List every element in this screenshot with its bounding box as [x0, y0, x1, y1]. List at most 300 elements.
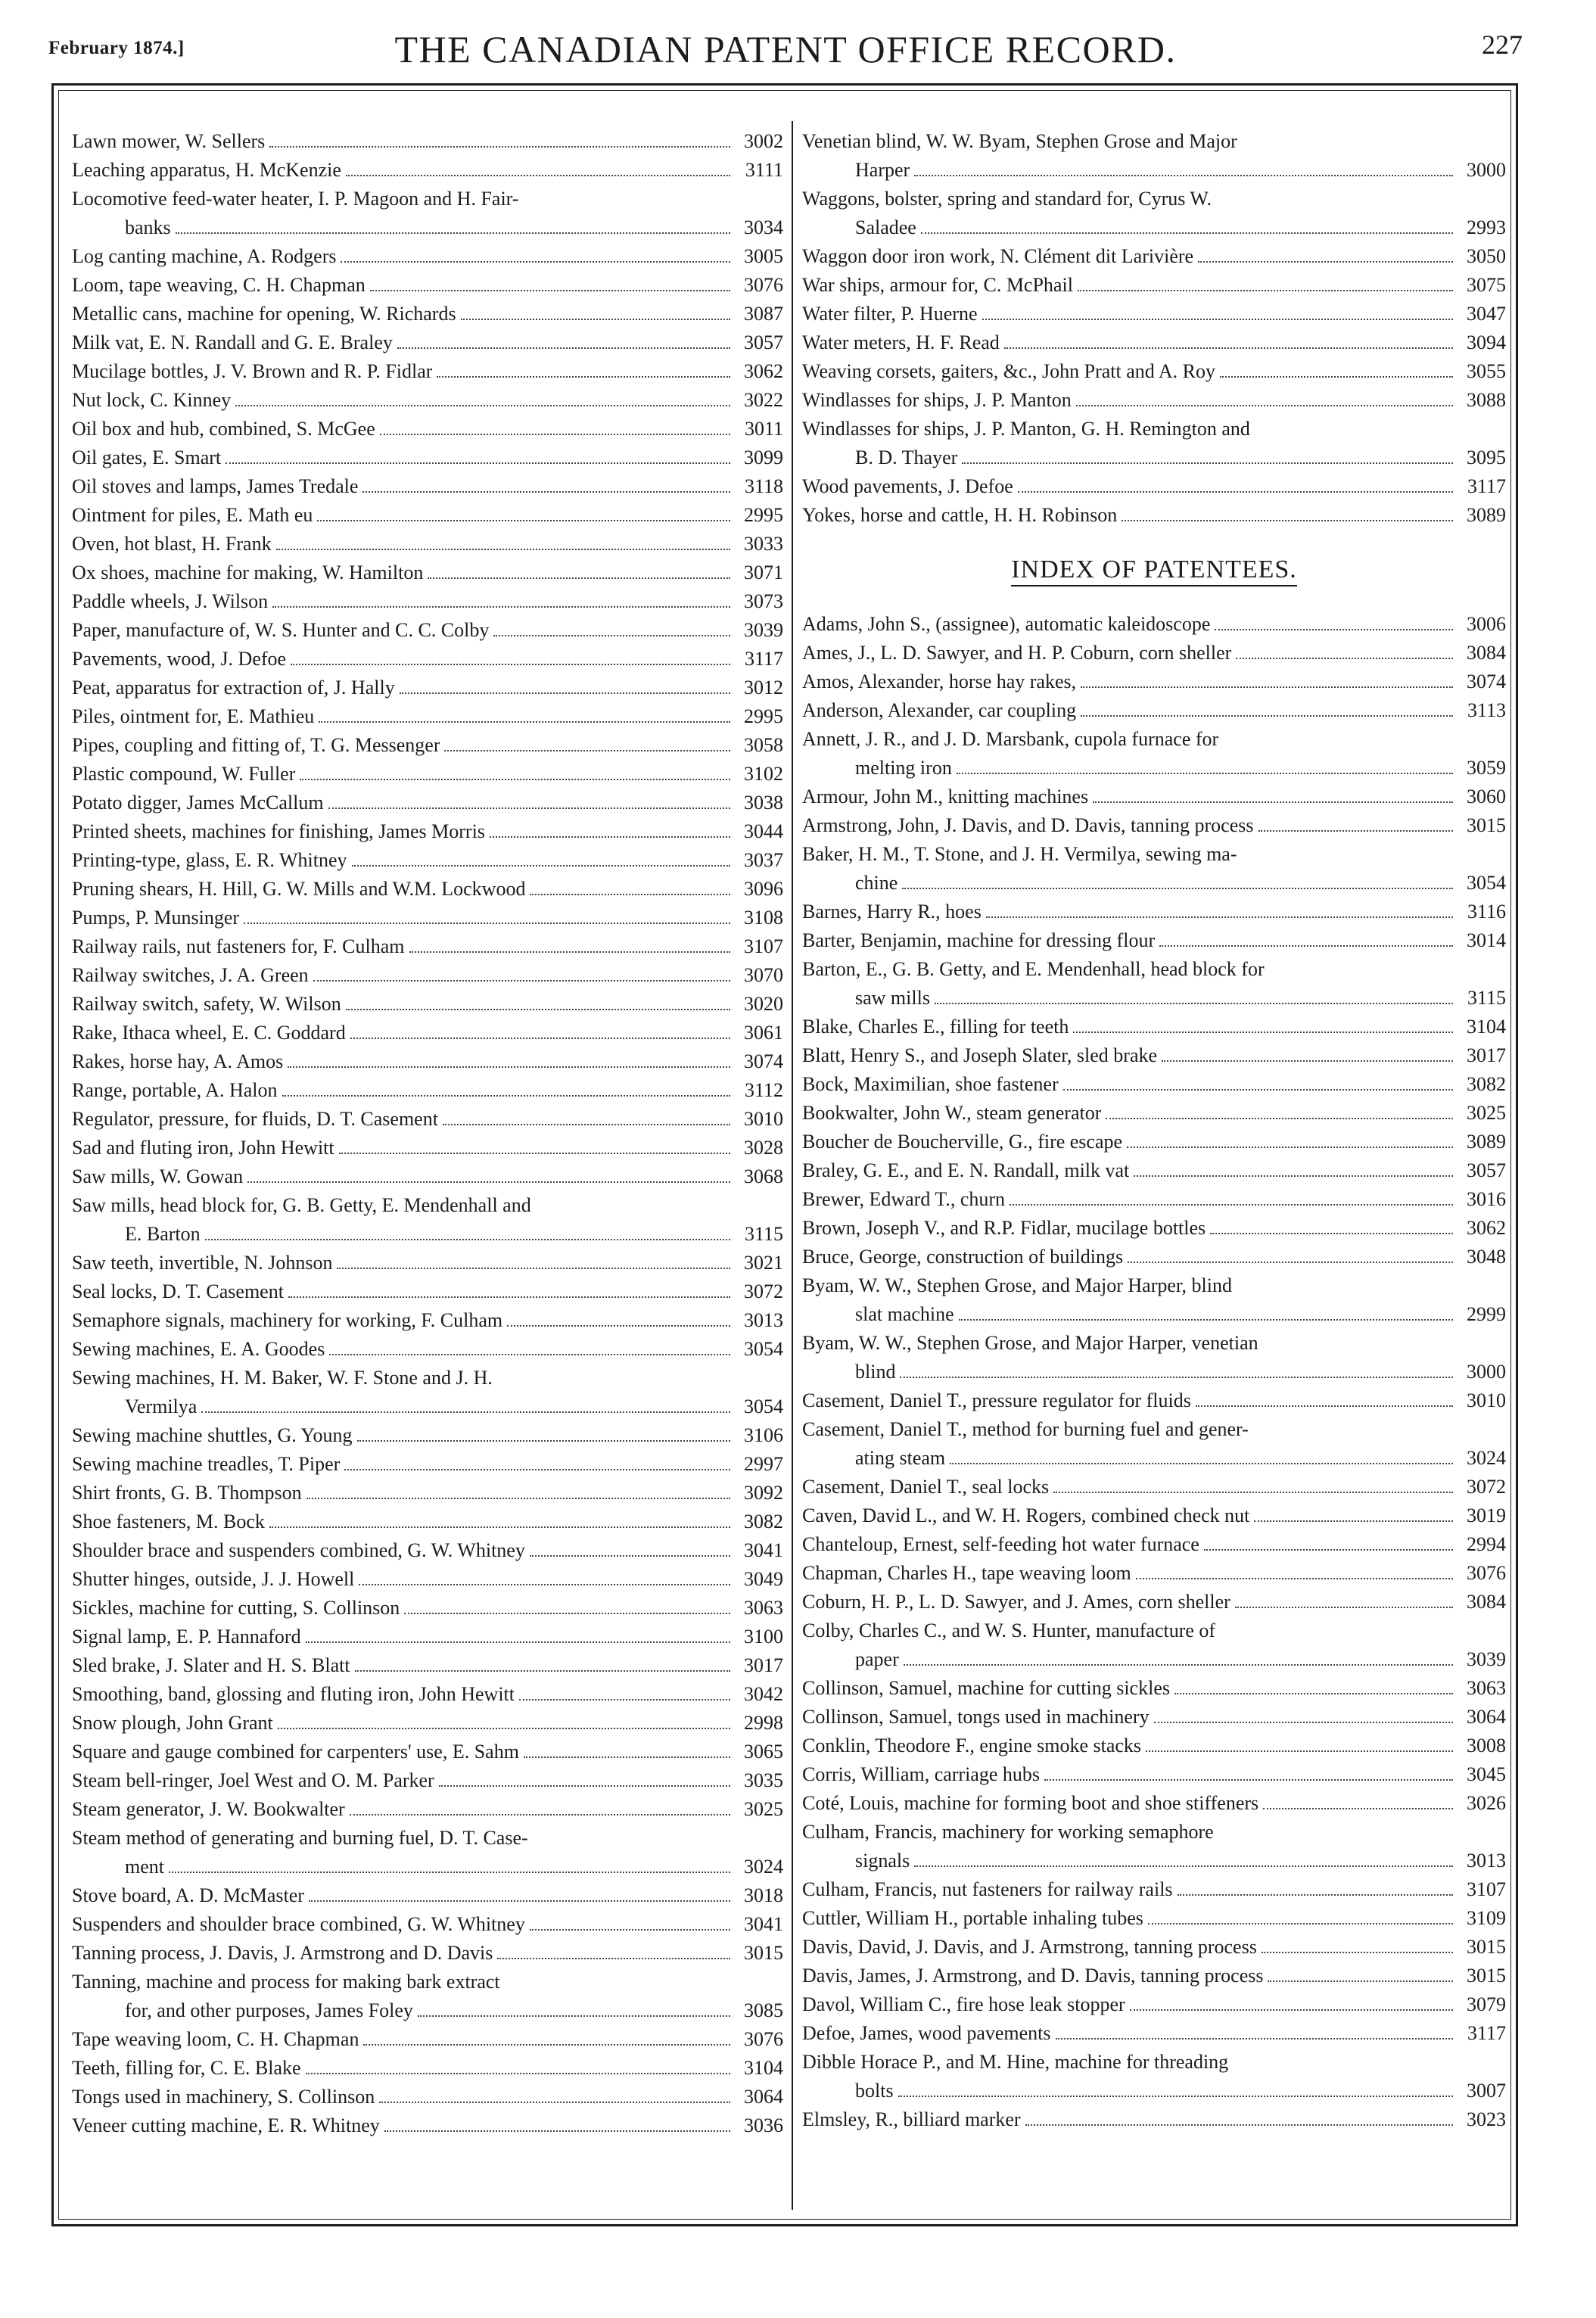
- entry-text: Yokes, horse and cattle, H. H. Robinson: [802, 504, 1118, 526]
- entry-text: Defoe, James, wood pavements: [802, 2022, 1051, 2044]
- entry-text: Casement, Daniel T., method for burning fuel and gener-: [802, 1418, 1249, 1440]
- entry-continuation: melting iron: [855, 757, 952, 779]
- index-entry: [72, 357, 783, 386]
- entry-text: Davis, David, J. Davis, and J. Armstrong, tanning process: [802, 1936, 1257, 1958]
- entry-text: Brewer, Edward T., churn: [802, 1188, 1006, 1210]
- index-entry: [802, 1214, 1506, 1243]
- entry-text: Tongs used in machinery, S. Collinson: [72, 2086, 375, 2108]
- dot-leader: [1130, 2009, 1453, 2011]
- index-entry: [72, 1881, 783, 1910]
- dot-leader: [169, 1872, 730, 1873]
- patent-number: 3084: [1467, 642, 1506, 664]
- entry-text: Pipes, coupling and fitting of, T. G. Messenger: [72, 734, 440, 756]
- entry-text: Oil gates, E. Smart: [72, 446, 222, 468]
- entry-text: Range, portable, A. Halon: [72, 1079, 278, 1101]
- patent-number: 3054: [744, 1338, 783, 1360]
- dot-leader: [1210, 1233, 1453, 1234]
- patent-number: 2998: [744, 1712, 783, 1734]
- dot-leader: [272, 606, 730, 608]
- entry-continuation: for, and other purposes, James Foley: [125, 1999, 413, 2021]
- entry-text: Davol, William C., fire hose leak stopper: [802, 1993, 1125, 2015]
- patent-number: 3035: [744, 1769, 783, 1791]
- index-entry: [72, 1795, 783, 1824]
- index-entry: [802, 1789, 1506, 1818]
- patent-number: 3048: [1467, 1246, 1506, 1268]
- dot-leader: [359, 1584, 730, 1585]
- patent-number: 3016: [1467, 1188, 1506, 1210]
- entry-text: Printing-type, glass, E. R. Whitney: [72, 849, 347, 871]
- patent-number: 3023: [1467, 2108, 1506, 2130]
- entry-continuation: blind: [855, 1361, 896, 1383]
- dot-leader: [306, 2073, 730, 2074]
- dot-leader: [1134, 1175, 1453, 1177]
- entry-continuation: B. D. Thayer: [855, 446, 958, 468]
- dot-leader: [350, 1038, 730, 1039]
- dot-leader: [418, 2015, 730, 2017]
- entry-text: Veneer cutting machine, E. R. Whitney: [72, 2114, 380, 2136]
- entry-text: Steam method of generating and burning fuel, D. T. Case-: [72, 1827, 528, 1849]
- index-entry: [802, 127, 1506, 185]
- entry-text: Sewing machine shuttles, G. Young: [72, 1424, 353, 1446]
- patent-number: 3054: [744, 1395, 783, 1417]
- entry-text: Tape weaving loom, C. H. Chapman: [72, 2028, 359, 2050]
- index-entry: [802, 2105, 1506, 2134]
- entry-text: Steam generator, J. W. Bookwalter: [72, 1798, 345, 1820]
- patent-number: 3026: [1467, 1792, 1506, 1814]
- patent-number: 3036: [744, 2114, 783, 2136]
- entry-continuation: ment: [125, 1856, 164, 1878]
- patent-number: 3061: [744, 1022, 783, 1044]
- dot-leader: [982, 319, 1454, 320]
- dot-leader: [1004, 347, 1453, 349]
- entry-text: Ointment for piles, E. Math eu: [72, 504, 313, 526]
- index-entry: [72, 1306, 783, 1335]
- index-entry: [802, 840, 1506, 898]
- entry-text: Coté, Louis, machine for forming boot and shoe stiffeners: [802, 1792, 1259, 1814]
- dot-leader: [443, 1124, 730, 1125]
- patent-number: 3015: [1467, 814, 1506, 836]
- entry-text: Shirt fronts, G. B. Thompson: [72, 1482, 302, 1504]
- entry-text: Paddle wheels, J. Wilson: [72, 590, 269, 612]
- index-entry: [72, 1824, 783, 1881]
- patent-number: 2997: [744, 1453, 783, 1475]
- index-entry: [72, 1479, 783, 1507]
- patent-number: 3064: [744, 2086, 783, 2108]
- entry-text: Railway switch, safety, W. Wilson: [72, 993, 341, 1015]
- patent-number: 3063: [1467, 1677, 1506, 1699]
- entry-text: Ox shoes, machine for making, W. Hamilton: [72, 562, 424, 583]
- patent-number: 3041: [744, 1539, 783, 1561]
- index-entry: [72, 1594, 783, 1623]
- dot-leader: [1268, 1980, 1453, 1982]
- index-entry: [72, 789, 783, 817]
- entry-text: Brown, Joseph V., and R.P. Fidlar, mucilage bottles: [802, 1217, 1206, 1239]
- entry-text: Pumps, P. Munsinger: [72, 907, 240, 929]
- entry-text: Steam bell-ringer, Joel West and O. M. Parker: [72, 1769, 434, 1791]
- patent-number: 3074: [1467, 671, 1506, 692]
- entry-text: Waggons, bolster, spring and standard for, Cyrus W.: [802, 188, 1212, 210]
- entry-text: Colby, Charles C., and W. S. Hunter, manufacture of: [802, 1619, 1216, 1641]
- index-entry: [802, 386, 1506, 415]
- index-entry: [802, 1271, 1506, 1329]
- entry-text: Seal locks, D. T. Casement: [72, 1280, 284, 1302]
- dot-leader: [493, 635, 730, 636]
- dot-leader: [400, 692, 730, 694]
- patent-number: 3059: [1467, 757, 1506, 779]
- dot-leader: [1063, 1089, 1453, 1091]
- index-entry: [802, 2019, 1506, 2048]
- entry-continuation: E. Barton: [125, 1223, 201, 1245]
- dot-leader: [428, 577, 730, 579]
- patent-number: 3039: [744, 619, 783, 641]
- index-entry: [802, 271, 1506, 300]
- index-entry: [72, 2025, 783, 2054]
- entry-text: Culham, Francis, nut fasteners for railway rails: [802, 1878, 1173, 1900]
- entry-text: Bruce, George, construction of buildings: [802, 1246, 1124, 1268]
- index-entry: [802, 1616, 1506, 1674]
- dot-leader: [300, 779, 730, 780]
- patent-number: 3011: [744, 418, 783, 440]
- entry-text: Stove board, A. D. McMaster: [72, 1884, 304, 1906]
- patent-number: 3041: [744, 1913, 783, 1935]
- entry-text: Sewing machines, E. A. Goodes: [72, 1338, 325, 1360]
- entry-text: Railway rails, nut fasteners for, F. Culham: [72, 935, 405, 957]
- index-entry: [72, 443, 783, 472]
- index-entry: [802, 1875, 1506, 1904]
- patent-number: 2993: [1467, 216, 1506, 238]
- index-entry: [802, 1904, 1506, 1933]
- index-entry: [72, 731, 783, 760]
- index-entry: [72, 1709, 783, 1738]
- dot-leader: [1236, 658, 1453, 659]
- entry-text: Barton, E., G. B. Getty, and E. Mendenhall, head block for: [802, 958, 1265, 980]
- patent-number: 3076: [744, 274, 783, 296]
- patent-number: 3044: [744, 820, 783, 842]
- dot-leader: [1128, 1262, 1453, 1263]
- index-entry: [802, 1501, 1506, 1530]
- patent-number: 3088: [1467, 389, 1506, 411]
- entry-text: Oil stoves and lamps, James Tredale: [72, 475, 359, 497]
- entry-text: Corris, William, carriage hubs: [802, 1763, 1041, 1785]
- dot-leader: [1122, 520, 1453, 521]
- entry-text: Cuttler, William H., portable inhaling tubes: [802, 1907, 1143, 1929]
- patent-number: 3115: [744, 1223, 783, 1245]
- patent-number: 3021: [744, 1252, 783, 1274]
- entry-text: Milk vat, E. N. Randall and G. E. Braley: [72, 331, 393, 353]
- index-entry: [72, 1364, 783, 1421]
- dot-leader: [1146, 1750, 1453, 1752]
- patent-number: 3074: [744, 1050, 783, 1072]
- index-entry: [802, 1386, 1506, 1415]
- entry-text: Rake, Ithaca wheel, E. C. Goddard: [72, 1022, 346, 1044]
- index-entry: [72, 1968, 783, 2025]
- index-entry: [72, 1623, 783, 1651]
- dot-leader: [384, 2130, 730, 2132]
- entry-text: Annett, J. R., and J. D. Marsbank, cupola furnace for: [802, 728, 1219, 750]
- dot-leader: [306, 1498, 730, 1499]
- index-entry: [72, 1939, 783, 1968]
- patent-number: 3012: [744, 677, 783, 699]
- dot-leader: [1220, 376, 1453, 378]
- patent-number: 3065: [744, 1741, 783, 1763]
- patent-number: 3068: [744, 1165, 783, 1187]
- patent-number: 3102: [744, 763, 783, 785]
- dot-leader: [201, 1411, 730, 1413]
- patent-number: 3019: [1467, 1504, 1506, 1526]
- dot-leader: [530, 1929, 730, 1931]
- entry-text: Ames, J., L. D. Sawyer, and H. P. Coburn, corn sheller: [802, 642, 1232, 664]
- patent-number: 3089: [1467, 1131, 1506, 1153]
- index-entry: [72, 328, 783, 357]
- dot-leader: [1106, 1118, 1453, 1119]
- index-entry: [802, 1041, 1506, 1070]
- patent-number: 3000: [1467, 159, 1506, 181]
- index-entry: [802, 1588, 1506, 1616]
- index-entry: [72, 1335, 783, 1364]
- dot-leader: [1198, 261, 1453, 263]
- dot-leader: [530, 894, 730, 895]
- dot-leader: [346, 175, 730, 176]
- journal-title: THE CANADIAN PATENT OFFICE RECORD.: [394, 28, 1177, 70]
- patent-number: 3082: [744, 1511, 783, 1532]
- dot-leader: [1093, 801, 1453, 803]
- dot-leader: [1148, 1923, 1453, 1924]
- patent-number: 3013: [744, 1309, 783, 1331]
- patent-number: 3096: [744, 878, 783, 900]
- entry-text: Conklin, Theodore F., engine smoke stacks: [802, 1735, 1142, 1756]
- entry-text: Culham, Francis, machinery for working semaphore: [802, 1821, 1214, 1843]
- patent-number: 2995: [744, 504, 783, 526]
- entry-text: Oven, hot blast, H. Frank: [72, 533, 272, 555]
- entry-text: Paper, manufacture of, W. S. Hunter and C. C. Colby: [72, 619, 490, 641]
- index-entry: [72, 1162, 783, 1191]
- entry-text: Weaving corsets, gaiters, &c., John Pratt and A. Roy: [802, 360, 1215, 382]
- patent-number: 3095: [1467, 446, 1506, 468]
- entry-text: Lawn mower, W. Sellers: [72, 130, 266, 152]
- dot-leader: [306, 1641, 730, 1643]
- dot-leader: [269, 1526, 730, 1528]
- dot-leader: [1076, 405, 1453, 406]
- dot-leader: [935, 1003, 1453, 1004]
- patent-number: 3020: [744, 993, 783, 1015]
- index-entry: [72, 1680, 783, 1709]
- dot-leader: [337, 1268, 730, 1269]
- entry-text: Baker, H. M., T. Stone, and J. H. Vermilya, sewing ma-: [802, 843, 1237, 865]
- patent-number: 3107: [744, 935, 783, 957]
- dot-leader: [355, 1670, 730, 1672]
- entry-text: Saw teeth, invertible, N. Johnson: [72, 1252, 333, 1274]
- entry-text: Plastic compound, W. Fuller: [72, 763, 296, 785]
- dot-leader: [235, 405, 730, 406]
- entry-text: Coburn, H. P., L. D. Sawyer, and J. Ames, corn sheller: [802, 1591, 1230, 1613]
- patent-number: 3015: [1467, 1936, 1506, 1958]
- dot-leader: [317, 520, 730, 521]
- entry-continuation: Saladee: [855, 216, 916, 238]
- dot-leader: [957, 773, 1453, 774]
- dot-leader: [328, 807, 730, 809]
- entry-continuation: banks: [125, 216, 171, 238]
- dot-leader: [282, 1095, 731, 1097]
- index-entry: [72, 415, 783, 443]
- patent-number: 3071: [744, 562, 783, 583]
- entry-text: Barter, Benjamin, machine for dressing flour: [802, 929, 1156, 951]
- index-entry: [72, 1047, 783, 1076]
- subject-index-continued: [802, 127, 1506, 530]
- dot-leader: [244, 923, 730, 924]
- patent-number: 3108: [744, 907, 783, 929]
- entry-text: Sewing machines, H. M. Baker, W. F. Stone and J. H.: [72, 1367, 493, 1389]
- right-column: [802, 127, 1506, 2134]
- index-entry: [802, 2048, 1506, 2105]
- index-entry: [72, 760, 783, 789]
- entry-text: Regulator, pressure, for fluids, D. T. Casement: [72, 1108, 438, 1130]
- patent-number: 3076: [744, 2028, 783, 2050]
- index-entry: [72, 156, 783, 185]
- dot-leader: [346, 1009, 730, 1010]
- index-entry: [802, 1818, 1506, 1875]
- patent-number: 3033: [744, 533, 783, 555]
- dot-leader: [962, 462, 1453, 464]
- index-entry: [802, 667, 1506, 696]
- entry-text: Blake, Charles E., filling for teeth: [802, 1016, 1069, 1038]
- index-entry: [802, 1933, 1506, 1962]
- dot-leader: [902, 888, 1453, 889]
- entry-text: Caven, David L., and W. H. Rogers, combined check nut: [802, 1504, 1250, 1526]
- dot-leader: [950, 1463, 1453, 1464]
- dot-leader: [959, 1319, 1453, 1321]
- entry-text: Teeth, filling for, C. E. Blake: [72, 2057, 301, 2079]
- dot-leader: [1025, 2124, 1453, 2126]
- entry-text: Davis, James, J. Armstrong, and D. Davis, tanning process: [802, 1965, 1264, 1987]
- index-entry: [72, 702, 783, 731]
- dot-leader: [247, 1181, 730, 1183]
- page-number: 227: [1482, 30, 1523, 60]
- entry-text: Mucilage bottles, J. V. Brown and R. P. Fidlar: [72, 360, 433, 382]
- entry-text: Piles, ointment for, E. Mathieu: [72, 705, 315, 727]
- dot-leader: [397, 347, 730, 349]
- entry-text: Casement, Daniel T., pressure regulator for fluids: [802, 1389, 1191, 1411]
- dot-leader: [507, 1325, 730, 1327]
- patent-number: 3117: [744, 648, 783, 670]
- dot-leader: [1010, 1204, 1453, 1206]
- dot-leader: [1127, 1147, 1453, 1148]
- entry-continuation: slat machine: [855, 1303, 954, 1325]
- entry-text: Railway switches, J. A. Green: [72, 964, 309, 986]
- index-entry: [802, 328, 1506, 357]
- dot-leader: [921, 232, 1453, 234]
- index-entry: [72, 817, 783, 846]
- patent-number: 3107: [1467, 1878, 1506, 1900]
- dot-leader: [530, 1555, 730, 1557]
- entry-text: Water filter, P. Huerne: [802, 303, 978, 325]
- patent-number: 2995: [744, 705, 783, 727]
- index-entry: [72, 587, 783, 616]
- index-entry: [802, 955, 1506, 1013]
- entry-text: Waggon door iron work, N. Clément dit Larivière: [802, 245, 1194, 267]
- entry-continuation: bolts: [855, 2080, 894, 2102]
- index-entry: [72, 300, 783, 328]
- patent-number: 3037: [744, 849, 783, 871]
- index-entry: [802, 1185, 1506, 1214]
- patent-number: 3013: [1467, 1850, 1506, 1872]
- index-entry: [72, 1019, 783, 1047]
- dot-leader: [900, 1377, 1453, 1378]
- dot-leader: [1178, 1894, 1453, 1896]
- patent-number: 3111: [745, 159, 783, 181]
- index-entry: [802, 1156, 1506, 1185]
- dot-leader: [278, 1728, 730, 1729]
- index-heading: [802, 555, 1506, 584]
- entry-text: Locomotive feed-water heater, I. P. Magoon and H. Fair-: [72, 188, 519, 210]
- dot-leader: [339, 1153, 730, 1154]
- entry-text: Bookwalter, John W., steam generator: [802, 1102, 1102, 1124]
- entry-text: Adams, John S., (assignee), automatic kaleidoscope: [802, 613, 1211, 635]
- dot-leader: [1235, 1607, 1453, 1608]
- entry-text: Saw mills, W. Gowan: [72, 1165, 244, 1187]
- index-entry: [72, 1738, 783, 1766]
- index-entry: [72, 1421, 783, 1450]
- patent-number: 3025: [744, 1798, 783, 1820]
- index-entry: [802, 1530, 1506, 1559]
- index-entry: [72, 904, 783, 932]
- index-entry: [72, 1536, 783, 1565]
- dot-leader: [1081, 686, 1453, 688]
- entry-text: Sewing machine treadles, T. Piper: [72, 1453, 341, 1475]
- entry-text: Loom, tape weaving, C. H. Chapman: [72, 274, 366, 296]
- dot-leader: [350, 1814, 730, 1816]
- index-entry: [72, 2054, 783, 2083]
- entry-text: Suspenders and shoulder brace combined, G. W. Whitney: [72, 1913, 525, 1935]
- entry-text: Water meters, H. F. Read: [802, 331, 1000, 353]
- patent-number: 3062: [744, 360, 783, 382]
- entry-text: Pruning shears, H. Hill, G. W. Mills and W.M. Lockwood: [72, 878, 526, 900]
- index-entry: [802, 1070, 1506, 1099]
- dot-leader: [497, 1958, 730, 1959]
- dot-leader: [1018, 491, 1453, 493]
- dot-leader: [176, 232, 730, 234]
- dot-leader: [269, 146, 730, 148]
- patent-number: 3109: [1467, 1907, 1506, 1929]
- patent-number: 3017: [744, 1654, 783, 1676]
- entry-text: Printed sheets, machines for finishing, James Morris: [72, 820, 485, 842]
- dot-leader: [1174, 1693, 1453, 1694]
- dot-leader: [444, 750, 730, 751]
- patent-number: 3106: [744, 1424, 783, 1446]
- index-entry: [802, 300, 1506, 328]
- patent-number: 3082: [1467, 1073, 1506, 1095]
- patent-number: 3104: [1467, 1016, 1506, 1038]
- patent-number: 3010: [1467, 1389, 1506, 1411]
- index-of-patentees-title: INDEX OF PATENTEES.: [1011, 555, 1297, 587]
- column-divider: [792, 121, 793, 2210]
- entry-continuation: chine: [855, 872, 898, 894]
- entry-text: Boucher de Boucherville, G., fire escape: [802, 1131, 1123, 1153]
- entry-text: Nut lock, C. Kinney: [72, 389, 232, 411]
- entry-text: Smoothing, band, glossing and fluting iron, John Hewitt: [72, 1683, 515, 1705]
- patent-number: 3024: [1467, 1447, 1506, 1469]
- patent-number: 3075: [1467, 274, 1506, 296]
- patent-number: 3104: [744, 2057, 783, 2079]
- entry-text: Wood pavements, J. Defoe: [802, 475, 1013, 497]
- patent-number: 3006: [1467, 613, 1506, 635]
- patent-number: 3018: [744, 1884, 783, 1906]
- index-entry: [72, 990, 783, 1019]
- dot-leader: [309, 1900, 730, 1902]
- index-entry: [72, 1651, 783, 1680]
- patent-number: 3015: [744, 1942, 783, 1964]
- dot-leader: [1162, 1060, 1453, 1062]
- patent-number: 2994: [1467, 1533, 1506, 1555]
